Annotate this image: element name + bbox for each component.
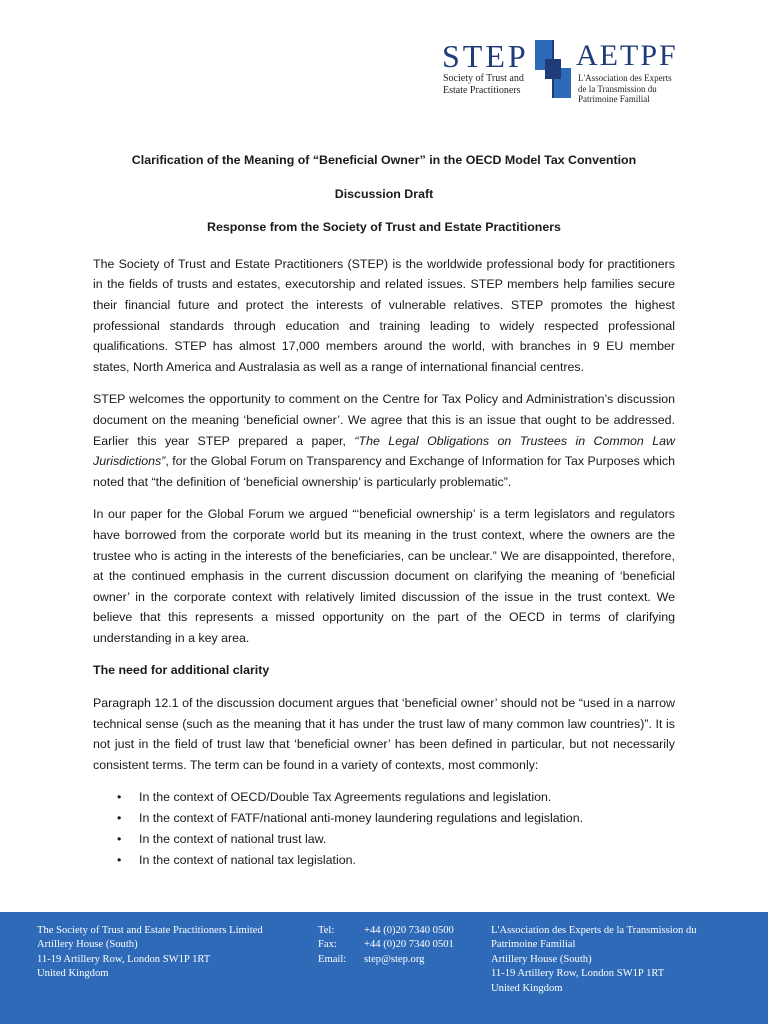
- paragraph-intro: The Society of Trust and Estate Practitioners (STEP) is the worldwide professional body for practitioners in the fields of trusts and estates, executorship and related issues. STEP members help families secure their financial future and protect the interests of vulnerable relatives. STEP promotes the highest professional standards through education and training leading to widely respected professional qualifications. STEP has almost 17,000 members around the world, with branches in 9 EU member states, North America and Australasia as well as a range of international financial centres.: [93, 256, 675, 374]
- document-body: [93, 150, 675, 871]
- list-item-text: In the context of FATF/national anti-money laundering regulations and legislation.: [139, 811, 584, 826]
- bullet-icon: •: [117, 832, 122, 847]
- list-item: [93, 850, 675, 871]
- response-heading: Response from the Society of Trust and Estate Practitioners: [207, 220, 561, 235]
- paper-title: “The Legal Obligations on Trustees in Common Law Jurisdictions”: [93, 433, 675, 469]
- list-item: [93, 808, 675, 829]
- step-subtitle-line: Society of Trust and: [443, 73, 524, 84]
- list-item-text: In the context of OECD/Double Tax Agreements regulations and legislation.: [139, 790, 552, 805]
- paragraph-welcome: [93, 389, 675, 492]
- footer-address-line: Artillery House (South): [491, 953, 592, 965]
- tel-value: +44 (0)20 7340 0500: [364, 925, 454, 936]
- footer-address-line: 11-19 Artillery Row, London SW1P 1RT: [37, 953, 211, 965]
- aetpf-subtitle-line: L'Association des Experts: [578, 73, 672, 83]
- list-item-text: In the context of national tax legislation.: [139, 853, 356, 868]
- aetpf-subtitle-line: Patrimoine Familial: [578, 94, 650, 104]
- step-logo: STEP: [442, 38, 529, 74]
- list-item-text: In the context of national trust law.: [139, 832, 327, 847]
- paragraph-clarity: Paragraph 12.1 of the discussion document argues that ‘beneficial owner’ should not be “used in a narrow technical sense (such as the meaning that it has under the trust law of many common law countries)”. It is not just in the field of trust law that ‘beneficial owner’ has been defined in particular, but not necessarily consistent terms. The term can be found in a variety of contexts, most commonly:: [93, 696, 675, 772]
- fax-label: Fax:: [318, 939, 337, 951]
- aetpf-logo: AETPF: [576, 39, 678, 72]
- footer-org-name: The Society of Trust and Estate Practitioners Limited: [37, 925, 263, 936]
- footer-address-line: Artillery House (South): [37, 939, 138, 951]
- document-title: Clarification of the Meaning of “Beneficial Owner” in the OECD Model Tax Convention: [131, 153, 637, 167]
- fax-value: +44 (0)20 7340 0501: [364, 939, 454, 951]
- footer-contact-labels: [318, 924, 358, 967]
- header-logos: [442, 38, 678, 104]
- step-subtitle: [443, 73, 524, 97]
- email-label: Email:: [318, 953, 347, 965]
- aetpf-subtitle: [578, 73, 672, 105]
- footer-french-address: [491, 924, 751, 996]
- step-emblem-icon: [535, 40, 571, 98]
- paragraph-global-forum: In our paper for the Global Forum we argued “‘beneficial ownership’ is a term legislators and regulators have borrowed from the corporate world but its meaning in the trust context, where the owners are the trustee who is acting in the interests of the beneficiaries, can be unclear.” We are disappointed, therefore, at the continued emphasis in the current discussion document on clarifying the meaning of ‘beneficial owner’ in the corporate context with relatively limited discussion of the issue in the trust context. We believe that this represents a missed opportunity on the part of the OECD in terms of clarifying understanding in a key area.: [93, 507, 675, 645]
- footer-fr-name: Patrimoine Familial: [491, 939, 576, 951]
- contexts-list: [93, 787, 675, 871]
- tel-label: Tel:: [318, 925, 335, 936]
- footer-address-line: 11-19 Artillery Row, London SW1P 1RT: [491, 968, 665, 980]
- bullet-icon: •: [117, 790, 122, 805]
- footer-address-line: United Kingdom: [491, 982, 563, 994]
- bullet-icon: •: [117, 853, 122, 868]
- footer-address-line: United Kingdom: [37, 968, 109, 980]
- list-item: [93, 829, 675, 850]
- footer-contact-values: [364, 924, 474, 967]
- step-subtitle-line: Estate Practitioners: [443, 85, 521, 96]
- paragraph-text: STEP welcomes the opportunity to comment on the Centre for Tax Policy and Administration’s discussion document on the meaning ‘beneficial owner’. We agree that this is an issue that ought to be addressed. Earlier this year STEP prepared a paper,: [93, 392, 675, 448]
- paragraph-text: , for the Global Forum on Transparency and Exchange of Information for Tax Purposes which noted that “the definition of ‘beneficial ownership’ is particularly problematic”.: [93, 454, 675, 489]
- email-link[interactable]: step@step.org: [364, 953, 425, 965]
- footer: [0, 912, 768, 1024]
- aetpf-subtitle-line: de la Transmission du: [578, 83, 657, 94]
- footer-org-address: [37, 924, 297, 982]
- list-item: [93, 787, 675, 808]
- document-subtitle: Discussion Draft: [334, 186, 434, 201]
- section-heading: The need for additional clarity: [93, 663, 270, 678]
- bullet-icon: •: [117, 811, 122, 826]
- footer-fr-name: L'Association des Experts de la Transmission du: [491, 925, 697, 936]
